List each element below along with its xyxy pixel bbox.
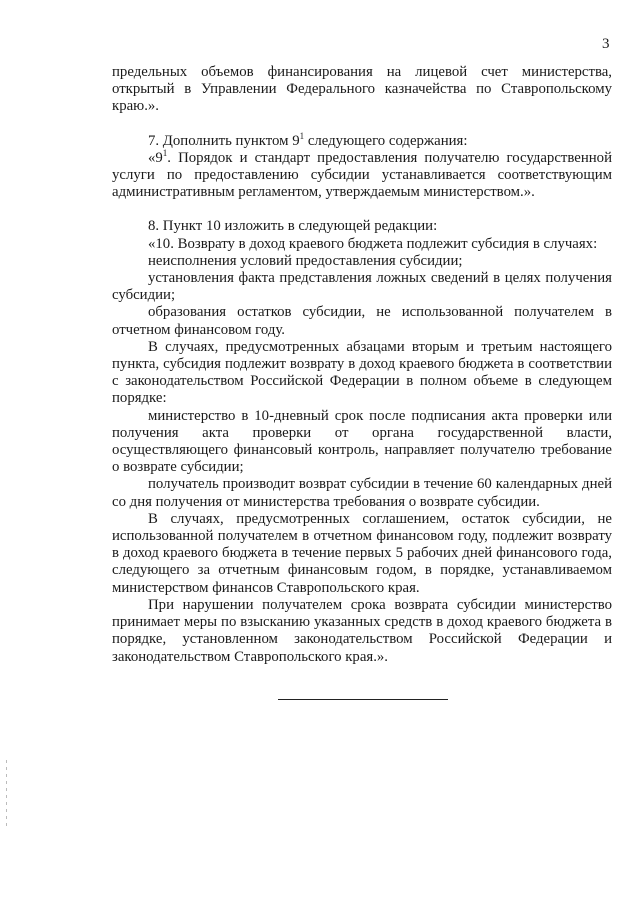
paragraph: «10. Возврату в доход краевого бюджета подлежит субсидия в случаях:	[148, 235, 598, 252]
paragraph: образования остатков субсидии, не использованной получателем в отчетном финансовом году.	[112, 304, 612, 338]
paragraph: В случаях, предусмотренных соглашением, остаток субсидии, не использованной получателем в отчетном финансовом году, подлежит возврату в доход краевого бюджета в течение первых 5 рабочих дней финансового года, следующего за отчетным финансовым годом, в порядке, устанавливаемом министерством финансов Ставропольского края.	[112, 510, 612, 596]
page-number: 3	[602, 36, 610, 52]
paragraph-point-9-1	[112, 147, 612, 202]
paragraph-text: следующего содержания:	[304, 132, 468, 149]
paragraph: министерство в 10-дневный срок после подписания акта проверки или получения акта проверки от органа государственной власти, осуществляющего финансовый контроль, направляет получателю требование о возврате субсидии;	[112, 407, 612, 476]
superscript: 1	[299, 130, 305, 141]
paragraph-amend-7	[112, 130, 612, 150]
paragraph-text: «9	[148, 149, 163, 166]
paragraph-text: . Порядок и стандарт предоставления получателю государственной услуги по предоставлению субсидии устанавливается соответствующим административным регламентом, утверждаемым министерством.».	[112, 149, 612, 201]
paragraph: неисполнения условий предоставления субсидии;	[148, 252, 463, 269]
paragraph: установления факта представления ложных сведений в целях получения субсидии;	[112, 270, 612, 304]
paragraph-text: 7. Дополнить пунктом 9	[148, 132, 300, 149]
paragraph: предельных объемов финансирования на лицевой счет министерства, открытый в Управлении Федерального казначейства по Ставропольскому краю.».	[112, 64, 612, 115]
scan-edge-mark	[6, 760, 7, 830]
superscript: 1	[162, 147, 168, 158]
paragraph: 8. Пункт 10 изложить в следующей редакции:	[148, 218, 438, 235]
paragraph: получатель производит возврат субсидии в течение 60 календарных дней со дня получения от министерства требования о возврате субсидии.	[112, 476, 612, 510]
paragraph: В случаях, предусмотренных абзацами вторым и третьим настоящего пункта, субсидия подлежит возврату в доход краевого бюджета в соответствии с законодательством Российской Федерации в полном объеме в следующем порядке:	[112, 338, 612, 407]
paragraph: При нарушении получателем срока возврата субсидии министерство принимает меры по взысканию указанных средств в доход краевого бюджета в порядке, установленном законодательством Российской Федерации и законодательством Ставропольского края.».	[112, 596, 612, 665]
closing-divider	[278, 699, 448, 700]
document-body	[112, 64, 612, 666]
